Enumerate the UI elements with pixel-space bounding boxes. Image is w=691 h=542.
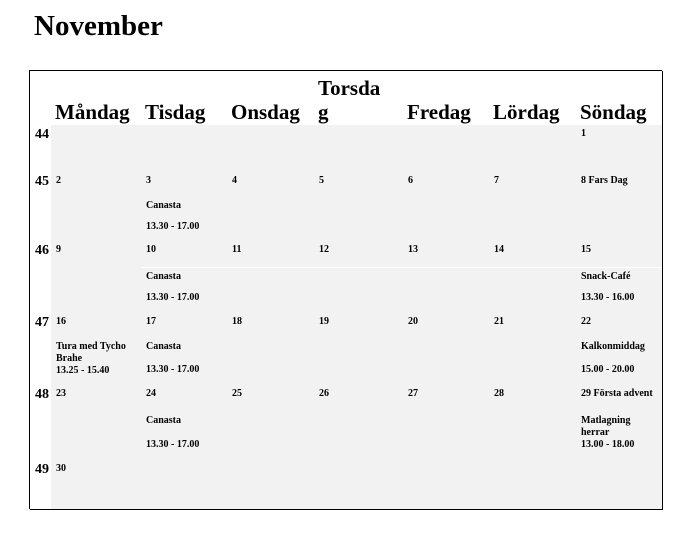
week-number-48: 48 [30,385,52,461]
day-cell-w48-sun [576,385,663,461]
day-cell-w49-thu [314,460,404,510]
day-cell-w47-tue [141,313,228,386]
day-cell-w48-tue [141,385,228,461]
day-cell-w47-sun [576,313,663,386]
event-time: 13.30 - 17.00 [146,292,200,303]
day-number: 17 [146,316,156,327]
day-number: 24 [146,388,156,399]
header-sunday [576,71,663,126]
page-title: November [34,10,163,42]
header-tuesday-label: Tisdag [145,100,206,124]
day-number: 28 [494,388,504,399]
week-number-45: 45 [30,172,52,242]
day-cell-w46-fri [403,241,490,314]
header-thursday-label [318,76,401,124]
day-cell-w46-tue [141,241,228,314]
day-cell-w48-mon [51,385,142,461]
day-cell-w47-thu [314,313,404,386]
day-number: 2 [56,175,61,186]
day-number: 25 [232,388,242,399]
header-sunday-label: Söndag [580,100,647,124]
event-time: 13.30 - 17.00 [146,439,200,450]
event-name-line1: Matlagning [581,415,631,426]
day-number: 11 [232,244,242,255]
header-friday [403,71,490,126]
day-cell-w47-fri [403,313,490,386]
header-thursday-line2: g [318,100,329,124]
cell-separator [403,267,489,268]
header-tuesday [141,71,228,126]
day-cell-w44-fri [403,125,490,173]
day-cell-w44-wed [227,125,315,173]
cell-separator [141,267,227,268]
day-number: 23 [56,388,66,399]
day-cell-w49-sun [576,460,663,510]
day-cell-w46-mon [51,241,142,314]
day-number: 12 [319,244,329,255]
day-cell-w45-sun [576,172,663,242]
day-cell-w46-thu [314,241,404,314]
event-name-line2: herrar [581,427,610,438]
event-name: Snack-Café [581,271,631,282]
day-cell-w49-mon [51,460,142,510]
day-number: 22 [581,316,591,327]
day-cell-w49-fri [403,460,490,510]
day-number: 15 [581,244,591,255]
event-time: 13.30 - 16.00 [581,292,635,303]
event-name: Canasta [146,415,182,426]
header-saturday-label: Lördag [493,100,560,124]
event-time: 13.30 - 17.00 [146,364,200,375]
header-monday [51,71,142,126]
day-number: 7 [494,175,499,186]
day-number: 20 [408,316,418,327]
week-number-47: 47 [30,313,52,386]
day-cell-w44-sat [489,125,577,173]
event-name-line2: Brahe [56,353,83,364]
event-time: 13.00 - 18.00 [581,439,635,450]
week-number-46: 46 [30,241,52,314]
day-cell-w45-fri [403,172,490,242]
event-time: 13.25 - 15.40 [56,365,110,376]
day-cell-w47-mon [51,313,142,386]
week-number-44: 44 [30,125,52,173]
day-number: 5 [319,175,324,186]
header-wednesday-label: Onsdag [231,100,300,124]
day-cell-w45-thu [314,172,404,242]
day-cell-w46-sat [489,241,577,314]
day-cell-w48-sat [489,385,577,461]
header-corner [30,71,52,126]
event-name: Canasta [146,271,182,282]
week-number-49: 49 [30,460,52,510]
calendar-grid [29,70,662,509]
day-number: 1 [581,128,586,139]
day-number: 6 [408,175,413,186]
day-number: 29 Första advent [581,388,653,399]
day-cell-w45-mon [51,172,142,242]
day-number: 21 [494,316,504,327]
header-thursday [314,71,404,126]
day-number: 10 [146,244,156,255]
event-name: Kalkonmiddag [581,341,645,352]
day-cell-w47-wed [227,313,315,386]
day-cell-w46-sun [576,241,663,314]
day-cell-w49-tue [141,460,228,510]
day-number: 16 [56,316,66,327]
header-saturday [489,71,577,126]
cell-separator [489,267,576,268]
day-number: 30 [56,463,66,474]
day-cell-w44-thu [314,125,404,173]
day-cell-w45-tue [141,172,228,242]
day-cell-w49-wed [227,460,315,510]
day-cell-w47-sat [489,313,577,386]
day-cell-w46-wed [227,241,315,314]
day-cell-w44-mon [51,125,142,173]
day-number: 3 [146,175,151,186]
day-number: 19 [319,316,329,327]
header-friday-label: Fredag [407,100,471,124]
day-cell-w48-fri [403,385,490,461]
event-name: Canasta [146,341,182,352]
day-cell-w44-sun [576,125,663,173]
day-number: 8 Fars Dag [581,175,628,186]
event-name: Canasta [146,200,182,211]
day-number: 14 [494,244,504,255]
day-number: 18 [232,316,242,327]
day-cell-w45-sat [489,172,577,242]
cell-separator [576,267,662,268]
day-cell-w48-thu [314,385,404,461]
header-wednesday [227,71,315,126]
header-thursday-line1: Torsda [318,76,381,100]
cell-separator [314,267,403,268]
day-number: 26 [319,388,329,399]
day-number: 13 [408,244,418,255]
day-cell-w45-wed [227,172,315,242]
day-number: 4 [232,175,237,186]
event-name-line1: Tura med Tycho [56,341,126,352]
day-cell-w48-wed [227,385,315,461]
day-number: 27 [408,388,418,399]
header-monday-label: Måndag [55,100,130,124]
event-time: 15.00 - 20.00 [581,364,635,375]
day-number: 9 [56,244,61,255]
event-time: 13.30 - 17.00 [146,221,200,232]
day-cell-w49-sat [489,460,577,510]
day-cell-w44-tue [141,125,228,173]
cell-separator [227,267,314,268]
